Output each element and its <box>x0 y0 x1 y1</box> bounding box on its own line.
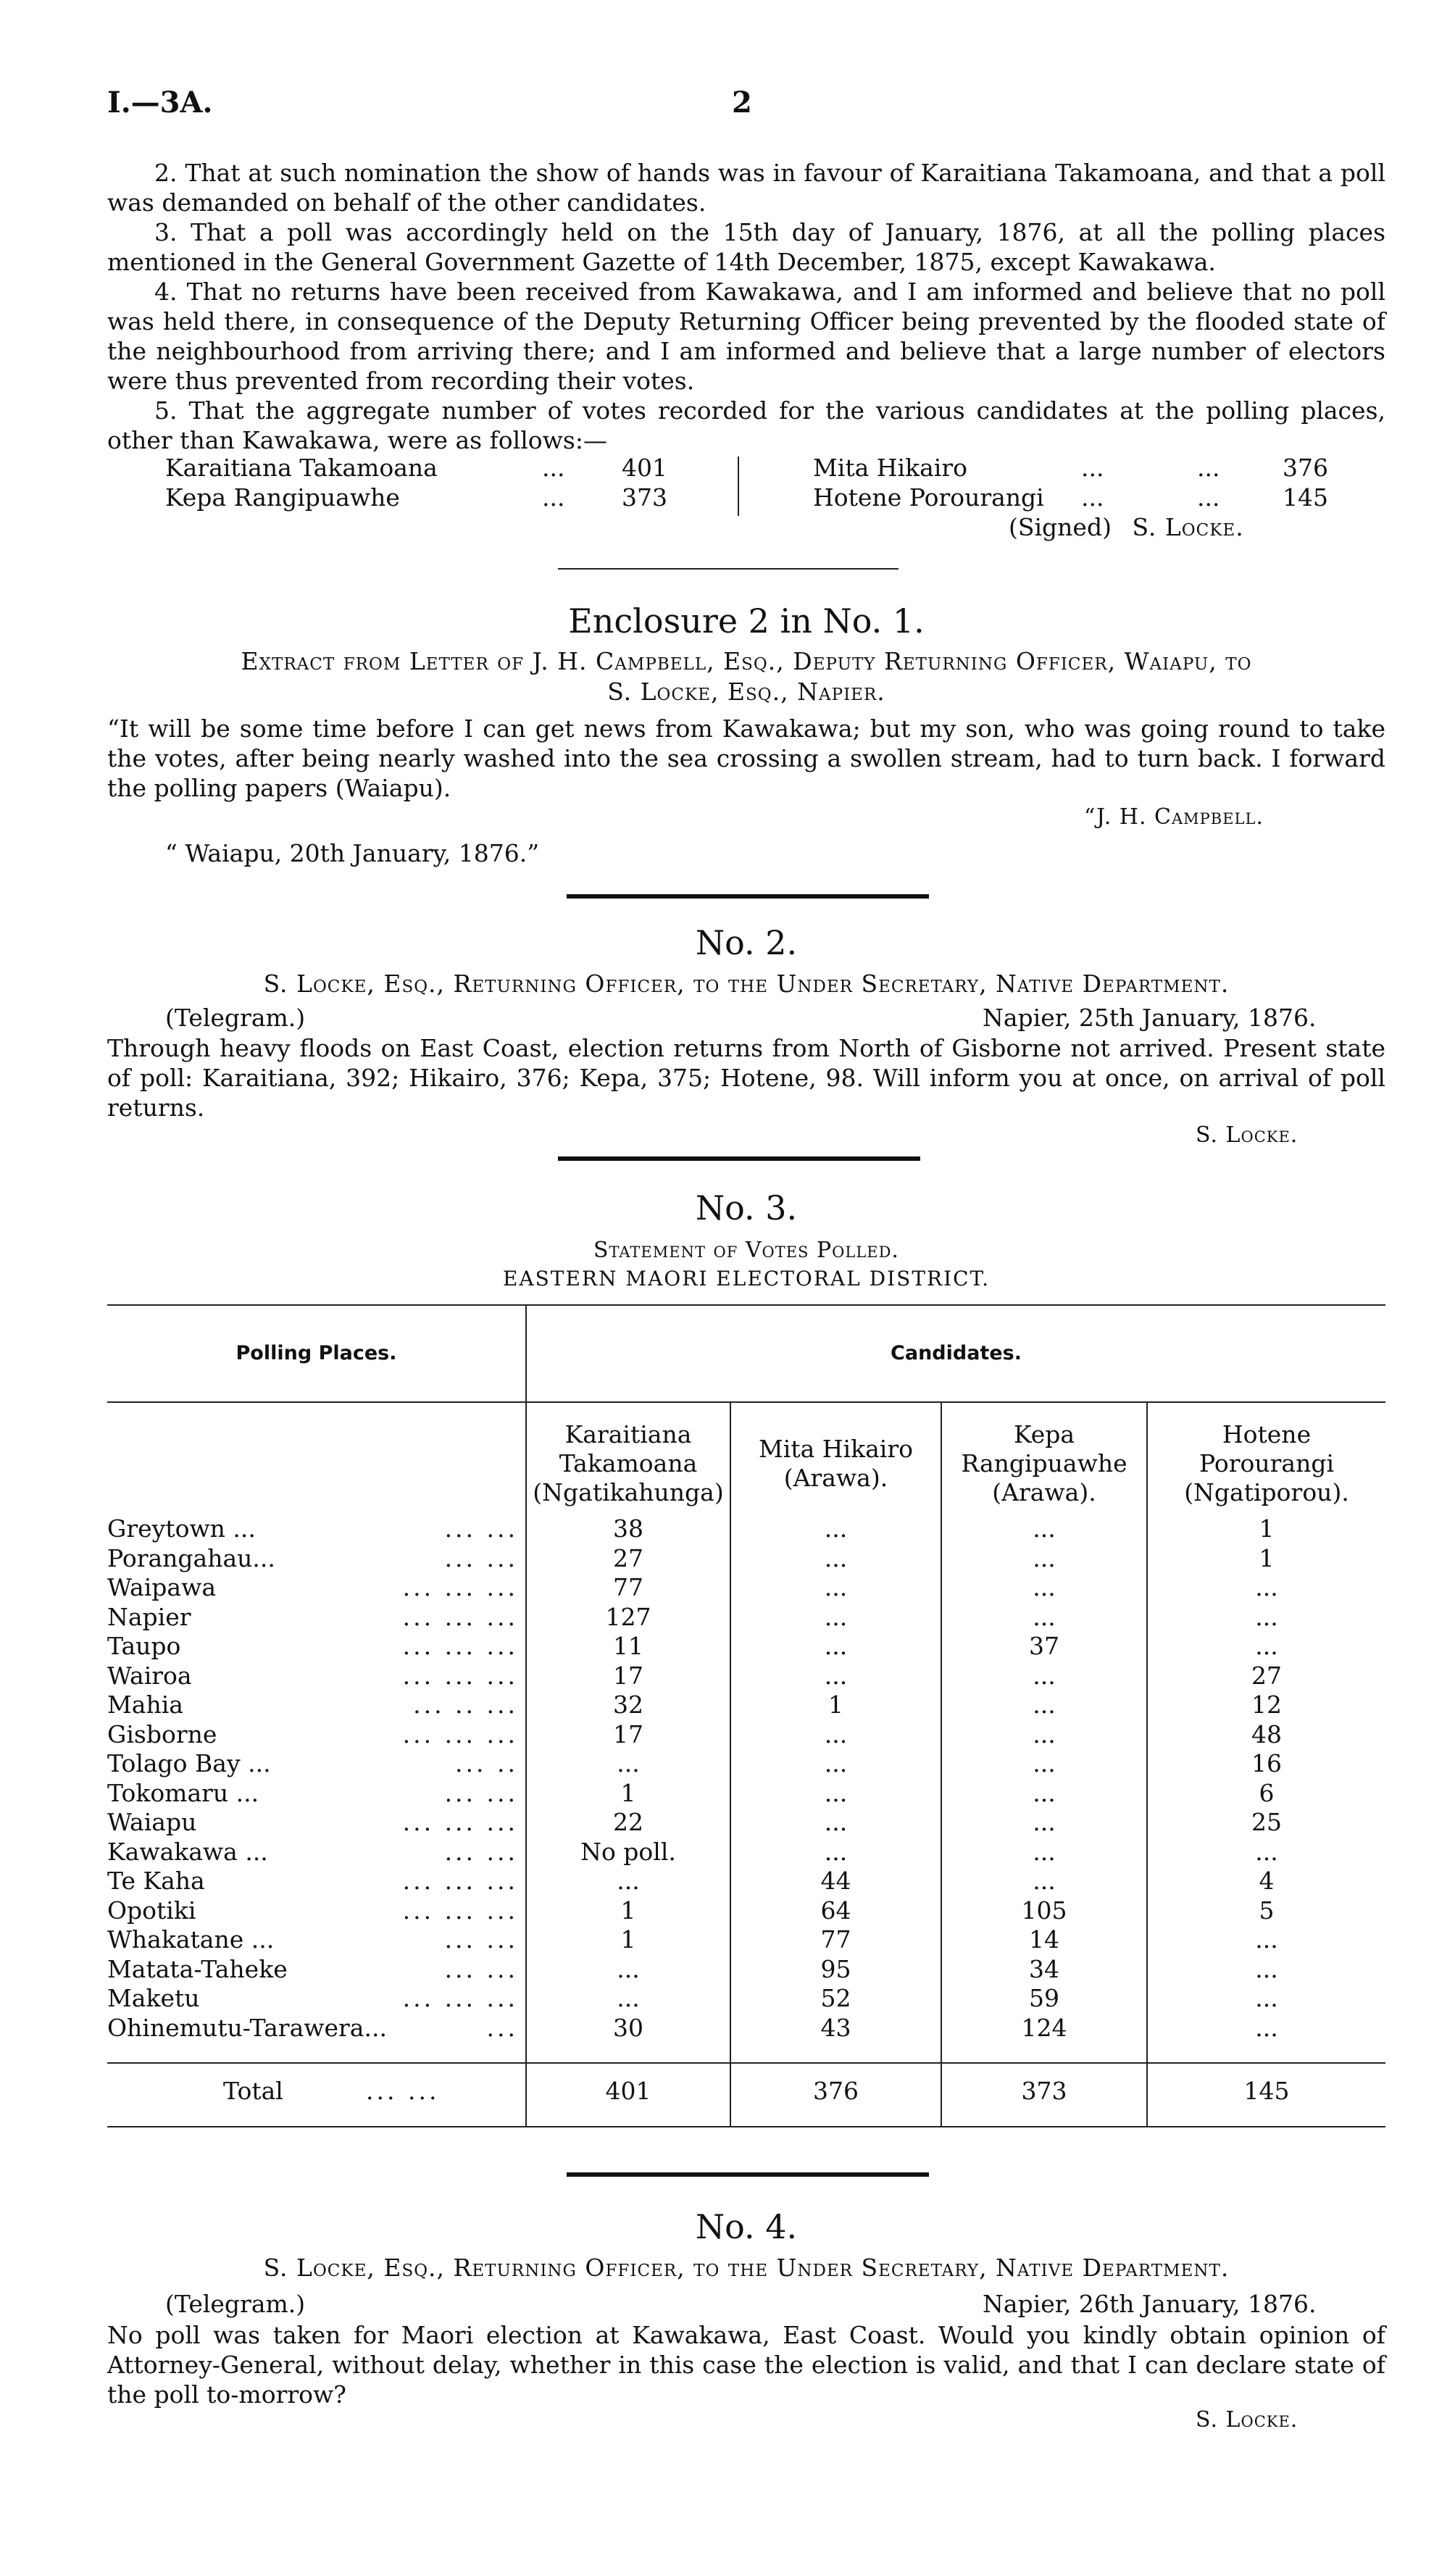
vote-cell: No poll. <box>580 1838 676 1866</box>
vote-cell: ... <box>824 1749 848 1777</box>
polling-place: Ohinemutu-Tarawera... <box>107 2014 387 2042</box>
polling-place: Tolago Bay ... <box>107 1749 271 1777</box>
polling-place: Mahia <box>107 1691 183 1719</box>
total-hikairo: 376 <box>813 2077 859 2105</box>
section-divider <box>567 2172 929 2177</box>
vote-cell: 14 <box>1029 1925 1059 1954</box>
no2-telegram: (Telegram.) <box>165 1004 306 1032</box>
vote-cell: 32 <box>613 1691 643 1719</box>
letter-quote: “It will be some time before I can get news from Kawakawa; but my son, who was going round to take the votes, after being nearly washed into the sea crossing a swollen stream, had to turn back. I forward the polling papers (Waiapu). <box>107 714 1385 802</box>
polling-place: Kawakawa ... <box>107 1838 268 1866</box>
vote-cell: ... <box>824 1514 848 1543</box>
list-item <box>813 453 1335 483</box>
vote-cell: ... <box>1255 1925 1278 1954</box>
leader-dots: ... ... <box>444 1779 518 1807</box>
vote-cell: 30 <box>613 2014 643 2042</box>
vote-cell: ... <box>1255 1632 1278 1660</box>
candidate-header-hotene <box>1148 1420 1385 1507</box>
vote-cell: ... <box>824 1573 848 1601</box>
vote-count: 145 <box>1283 483 1328 512</box>
vote-cell: 27 <box>1251 1662 1282 1690</box>
vote-cell: ... <box>1255 1955 1278 1983</box>
total-karaitiana: 401 <box>605 2077 651 2105</box>
vote-cell: ... <box>1033 1662 1056 1690</box>
vote-cell: ... <box>617 1984 640 2012</box>
leader-dots: ... .. <box>455 1749 518 1777</box>
vote-cell: 59 <box>1029 1984 1059 2012</box>
polling-place: Waipawa <box>107 1573 216 1601</box>
col-header-places: Polling Places. <box>235 1342 397 1364</box>
leader-dots: ... ... ... <box>402 1896 518 1925</box>
leader-dots: ... <box>486 2014 518 2042</box>
vote-cell: ... <box>1033 1544 1056 1572</box>
signed-label: (Signed) <box>1009 513 1112 541</box>
vote-cell: 1 <box>1259 1514 1275 1543</box>
table-rule-bottom <box>107 2126 1385 2127</box>
vote-cell: ... <box>1033 1514 1056 1543</box>
list-item <box>813 483 1335 512</box>
vote-cell: ... <box>824 1838 848 1866</box>
candidate-header-hikairo <box>731 1435 941 1493</box>
signed-name: S. Locke. <box>1132 513 1244 541</box>
vote-cell: ... <box>1033 1603 1056 1631</box>
vote-cell: 6 <box>1259 1779 1275 1807</box>
no2-title: No. 2. <box>695 923 798 962</box>
page-reference: I.—3A. <box>107 86 213 120</box>
table-rule-total <box>107 2062 1385 2064</box>
leader-dots: ... ... ... <box>402 1662 518 1690</box>
header-line: Kepa <box>1013 1420 1075 1449</box>
candidate-header-karaitiana <box>527 1420 730 1507</box>
vote-cell: ... <box>824 1603 848 1631</box>
vote-cell: ... <box>1033 1720 1056 1748</box>
vote-cell: 77 <box>820 1925 851 1954</box>
vote-cell: 124 <box>1021 2014 1067 2042</box>
vote-cell: 64 <box>820 1896 851 1925</box>
no4-from-line: S. Locke, Esq., Returning Officer, to the Under Secretary, Native Department. <box>263 2254 1230 2282</box>
extract-heading: Extract from Letter of J. H. Campbell, Esq., Deputy Returning Officer, Waiapu, to <box>241 647 1252 675</box>
vote-cell: ... <box>617 1955 640 1983</box>
aggregate-votes-left <box>165 453 672 512</box>
leader-dots: ... ... ... <box>402 1573 518 1601</box>
vote-cell: 22 <box>613 1808 643 1836</box>
vote-cell: ... <box>824 1808 848 1836</box>
no3-title: No. 3. <box>695 1188 798 1227</box>
leader-dots: ... ... <box>444 1838 518 1866</box>
vote-cell: ... <box>824 1779 848 1807</box>
header-line: Porourangi <box>1198 1449 1334 1477</box>
polling-place: Tokomaru ... <box>107 1779 259 1807</box>
col-header-candidates: Candidates. <box>891 1342 1022 1364</box>
vote-cell: ... <box>1255 1603 1278 1631</box>
header-line: Mita Hikairo <box>759 1435 913 1463</box>
vote-cell: 1 <box>620 1925 636 1954</box>
vote-cell: ... <box>1033 1808 1056 1836</box>
vote-cell: ... <box>824 1662 848 1690</box>
no4-date: Napier, 26th January, 1876. <box>983 2290 1317 2318</box>
leader-dots: ... ... ... <box>402 1984 518 2012</box>
enclosure-title: Enclosure 2 in No. 1. <box>568 601 925 641</box>
leader-dots: ... <box>1197 483 1220 512</box>
polling-place: Waiapu <box>107 1808 197 1836</box>
polling-place: Napier <box>107 1603 191 1631</box>
signed-line <box>1009 513 1244 541</box>
polling-place: Taupo <box>107 1632 181 1660</box>
vote-count: 373 <box>622 483 667 512</box>
section-divider <box>558 568 899 570</box>
vote-cell: 17 <box>613 1662 643 1690</box>
header-line: (Arawa). <box>992 1478 1096 1506</box>
vote-cell: 52 <box>820 1984 851 2012</box>
header-line: (Arawa). <box>783 1464 888 1492</box>
vote-cell: 44 <box>820 1867 851 1895</box>
letter-dateline: “ Waiapu, 20th January, 1876.” <box>165 839 540 867</box>
section-divider <box>567 894 929 899</box>
vote-cell: 1 <box>1259 1544 1275 1572</box>
paragraph-3: 3. That a poll was accordingly held on the 15th day of January, 1876, at all the polling places mentioned in the General Government Gazette of 14th December, 1875, except Kawakawa. <box>107 218 1385 276</box>
total-dots: ... ... <box>366 2077 440 2105</box>
letter-signature: “J. H. Campbell. <box>1084 804 1264 830</box>
vote-cell: 16 <box>1251 1749 1282 1777</box>
leader-dots: ... ... ... <box>402 1808 518 1836</box>
vote-count: 376 <box>1283 454 1328 482</box>
no2-date: Napier, 25th January, 1876. <box>983 1004 1317 1032</box>
header-line: Takamoana <box>559 1449 698 1477</box>
leader-dots: ... ... <box>444 1925 518 1954</box>
vote-cell: 1 <box>620 1779 636 1807</box>
total-label: Total <box>223 2077 283 2105</box>
vote-cell: 4 <box>1259 1867 1275 1895</box>
leader-dots: ... ... <box>444 1544 518 1572</box>
table-rule-header <box>107 1401 1385 1403</box>
vote-cell: 34 <box>1029 1955 1059 1983</box>
polling-place: Wairoa <box>107 1662 192 1690</box>
leader-dots: ... <box>542 454 565 482</box>
header-line: Karaitiana <box>564 1420 692 1449</box>
no4-title: No. 4. <box>695 2207 798 2246</box>
polling-place: Opotiki <box>107 1896 196 1925</box>
vote-cell: 127 <box>605 1603 651 1631</box>
table-rule-top <box>107 1304 1385 1306</box>
leader-dots: ... ... ... <box>402 1720 518 1748</box>
leader-dots: ... ... <box>444 1514 518 1543</box>
leader-dots: ... ... <box>444 1955 518 1983</box>
header-line: (Ngatikahunga) <box>533 1478 724 1506</box>
leader-dots: ... <box>542 483 565 512</box>
vote-cell: 37 <box>1029 1632 1059 1660</box>
vote-cell: ... <box>617 1867 640 1895</box>
no4-body: No poll was taken for Maori election at Kawakawa, East Coast. Would you kindly obtain opinion of Attorney-General, without delay, whether in this case the election is valid, and that I can declare state of the poll to-morrow? <box>107 2321 1385 2409</box>
list-item <box>165 453 672 483</box>
no2-body: Through heavy floods on East Coast, election returns from North of Gisborne not arrived. Present state of poll: Karaitiana, 392; Hikairo, 376; Kepa, 375; Hotene, 98. Will inform you at once, on arrival of poll returns. <box>107 1034 1385 1122</box>
polling-place: Maketu <box>107 1984 200 2012</box>
vote-cell: ... <box>1033 1867 1056 1895</box>
column-divider <box>738 457 739 516</box>
vote-cell: 17 <box>613 1720 643 1748</box>
vote-count: 401 <box>622 454 667 482</box>
vote-cell: 48 <box>1251 1720 1282 1748</box>
polling-place: Greytown ... <box>107 1514 256 1543</box>
extract-heading-line2: S. Locke, Esq., Napier. <box>607 678 885 706</box>
vote-cell: ... <box>617 1749 640 1777</box>
vote-cell: 5 <box>1259 1896 1275 1925</box>
header-line: (Ngatiporou). <box>1184 1478 1349 1506</box>
candidate-name: Mita Hikairo <box>813 454 967 482</box>
leader-dots: ... <box>1081 483 1104 512</box>
vote-cell: 77 <box>613 1573 643 1601</box>
paragraph-4: 4. That no returns have been received from Kawakawa, and I am informed and believe that no poll was held there, in consequence of the Deputy Returning Officer being prevented by the flooded state of the neighbourhood from arriving there; and I am informed and believe that a large number of electors were thus prevented from recording their votes. <box>107 278 1385 395</box>
vote-cell: ... <box>1255 1984 1278 2012</box>
vote-cell: ... <box>1033 1749 1056 1777</box>
leader-dots: ... ... ... <box>402 1867 518 1895</box>
no4-telegram: (Telegram.) <box>165 2290 306 2318</box>
section-divider <box>558 1156 920 1161</box>
leader-dots: ... ... ... <box>402 1603 518 1631</box>
vote-cell: 105 <box>1021 1896 1067 1925</box>
polling-place: Gisborne <box>107 1720 217 1748</box>
no2-signature: S. Locke. <box>1196 1122 1298 1148</box>
vote-cell: 11 <box>613 1632 643 1660</box>
vote-cell: ... <box>1033 1838 1056 1866</box>
vote-cell: ... <box>1033 1573 1056 1601</box>
total-hotene: 145 <box>1243 2077 1290 2105</box>
vote-cell: ... <box>1033 1691 1056 1719</box>
no3-district: EASTERN MAORI ELECTORAL DISTRICT. <box>502 1267 991 1291</box>
paragraph-5: 5. That the aggregate number of votes recorded for the various candidates at the polling places, other than Kawakawa, were as follows:— <box>107 396 1385 454</box>
vote-cell: ... <box>824 1720 848 1748</box>
polling-place: Whakatane ... <box>107 1925 275 1954</box>
page-number: 2 <box>732 86 752 120</box>
candidate-name: Kepa Rangipuawhe <box>165 483 400 512</box>
candidate-header-kepa <box>942 1420 1146 1507</box>
vote-cell: 43 <box>820 2014 851 2042</box>
vote-cell: 38 <box>613 1514 643 1543</box>
polling-place: Te Kaha <box>107 1867 205 1895</box>
vote-cell: ... <box>824 1544 848 1572</box>
aggregate-votes-right <box>813 453 1335 512</box>
vote-cell: ... <box>1255 1573 1278 1601</box>
vote-cell: 27 <box>613 1544 643 1572</box>
no2-from-line: S. Locke, Esq., Returning Officer, to the Under Secretary, Native Department. <box>263 970 1230 998</box>
vote-cell: ... <box>1255 2014 1278 2042</box>
vote-cell: 1 <box>620 1896 636 1925</box>
candidate-name: Hotene Porourangi <box>813 483 1044 512</box>
vote-cell: ... <box>1255 1838 1278 1866</box>
no3-subtitle: Statement of Votes Polled. <box>593 1238 899 1263</box>
header-line: Hotene <box>1222 1420 1312 1449</box>
header-line: Rangipuawhe <box>961 1449 1127 1477</box>
total-kepa: 373 <box>1021 2077 1067 2105</box>
vote-cell: 1 <box>828 1691 843 1719</box>
vote-cell: 95 <box>820 1955 851 1983</box>
leader-dots: ... .. ... <box>413 1691 518 1719</box>
polling-place: Matata-Taheke <box>107 1955 288 1983</box>
vote-cell: ... <box>824 1632 848 1660</box>
vote-cell: ... <box>1033 1779 1056 1807</box>
vote-cell: 12 <box>1251 1691 1282 1719</box>
leader-dots: ... <box>1197 454 1220 482</box>
candidate-name: Karaitiana Takamoana <box>165 454 438 482</box>
vote-cell: 25 <box>1251 1808 1282 1836</box>
polling-place: Porangahau... <box>107 1544 275 1572</box>
list-item <box>165 483 672 512</box>
no4-signature: S. Locke. <box>1196 2407 1298 2433</box>
paragraph-2: 2. That at such nomination the show of hands was in favour of Karaitiana Takamoana, and that a poll was demanded on behalf of the other candidates. <box>107 159 1385 217</box>
leader-dots: ... ... ... <box>402 1632 518 1660</box>
leader-dots: ... <box>1081 454 1104 482</box>
